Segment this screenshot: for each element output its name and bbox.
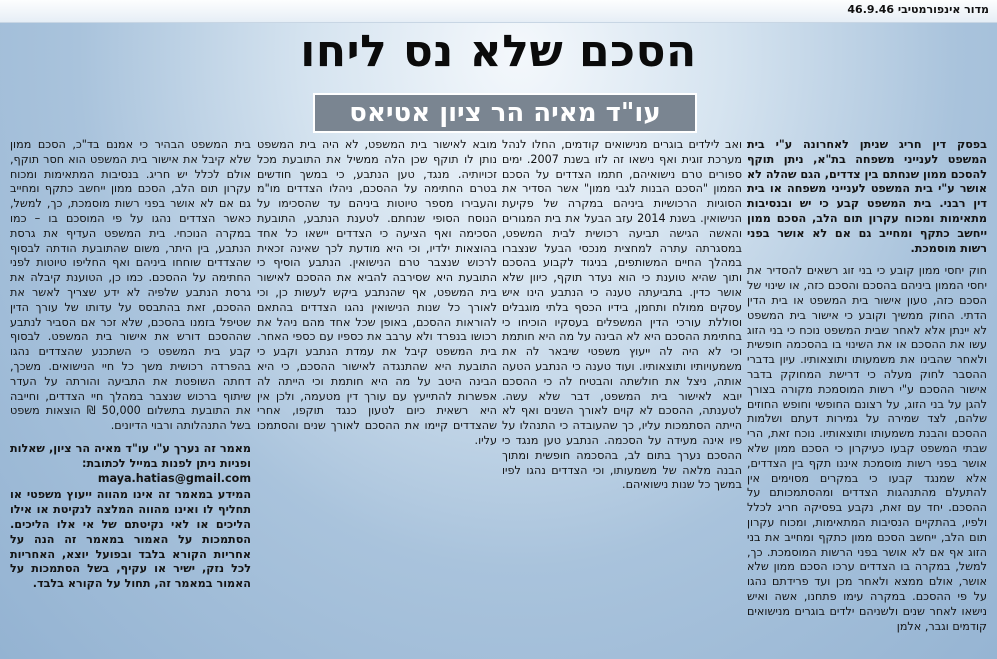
- column-3-text: מובא לאישור בית המשפט, לא היה בית המשפט נותן לו תוקף שכן הלה ממשיל את התובעת מכל זכויותיה. מנגד, טען הנתבע, כי במשך חודשים בטרם החתימה על ההסכם, ניהלו הצדדים מו"מ והעבירו מספר טיוטות ביניהם עד שהסכימו על הנוסח הסופי שנחתם. לטענת הנתבע, התובעת הסכימה ואף הציעה כי הצדדים יישאו כל אחד בהוצאות ילדיו, וכי היא מודעת לכך שאינה זכאית לרכוש שנצבר טרם הנישואין. הנתבע הוסיף כי התובעת היא שסירבה להביא את ההסכם לאישור בית המשפט, אף שהנתבע ביקש לעשות כן, וכי לאורך כל שנות הנישואין נהגו הצדדים בהתאם להוראות ההסכם, באופן שכל אחד מהם ניהל את רכושו בנפרד ולא ערבב את כספיו עם כספי האחר. בית המשפט קיבל את עמדת הנתבע וקבע כי התובעת היא שהתנגדה לאישור ההסכם, כי היא הבינה היטב על מה היא חותמת וכי הייתה לה אפשרות להתייעץ עם עורך דין מטעמה, ולכן אין היא רשאית כיום לטעון כנגד תוקפו, אחרי שהצדדים קיימו את ההסכם לאורך שנים והסתמכו עליו.: [257, 138, 497, 447]
- column-4-text: בית המשפט הבהיר כי אמנם בד"כ, הסכם ממון שלא קיבל את אישור בית המשפט הוא חסר תוקף, אולם לכלל יש חריג. בנסיבות המתאימות ומכוח עקרון תום הלב, הסכם ממון ייחשב כתקף ומחייב גם אם לא אושר בפני רשות מוסמכת, כך, למשל, כאשר הצדדים נהגו על פי המוסכם בו – כמו במקרה הנוכחי. בית המשפט העדיף את גרסת הנתבע, בין היתר, משום שהתובעת הודתה לבסוף שהצדדים שוחחו ביניהם ואף החליפו טיוטות לפני החתימה על ההסכם. כמו כן, הטוענת קיבלה את גרסת הנתבע שלפיה לא ידע שצריך לאשר את ההסכם, זאת בהתבסס על עדותו של עורך הדין שטיפל בזמנו בהסכם, שלא זכר אם הסביר לנתבע שההסכם דורש את אישור בית המשפט. לבסוף קבע בית המשפט כי השתכנע שהצדדים נהגו בהפרדה רכושית משך כל חיי הנישואים. משכך, דחתה השופטת את התביעה והורתה על העדר שיתוף ברכוש שנצבר במהלך חיי הצדדים, וחייבה את התובעת בתשלום 50,000 ₪ הוצאות משפט בשל התנהלותה ורבוי הדיונים.: [10, 138, 251, 433]
- column-1-text: חוק יחסי ממון קובע כי בני זוג רשאים להסדיר את יחסי הממון ביניהם בהסכם והסכם כזה, או שינוי של הסכם כזה, טעון אישור בית המשפט או בית הדין הדתי. החוק ממשיך וקובע כי אישור בית המשפט לא יינתן אלא לאחר שבית המשפט נוכח כי בני הזוג עשו את ההסכם או את השינוי בו בהסכמה חופשית ולאחר שהבינו את משמעותו ותוצאותיו. עיון בדברי ההסבר לחוק מעלה כי דרישת המחוקק בדבר אישור ההסכם ע"י רשות המוסמכת מקורה בצורך להגן על בני הזוג, על רצונם החופשי וחופש החוזים שלהם, לצד שמירה על גמירות דעתם ושלמות ההסכם והבנת משמעותו ותוצאותיו. נוכח זאת, הרי שבתי המשפט קבעו כעיקרון כי הסכם ממון שלא אושר בפני רשות מוסמכת איננו תקף בין הצדדים, אלא שמנגד קבעו כי במקרים מסוימים אין להתעלם מהתנהגות הצדדים ומהסתמכותם על ההסכם. יחד עם זאת, נקבע בפסיקה חריג לכלל ולפיו, בהתקיים הנסיבות המתאימות, ומכוח עקרון תום הלב, ייחשב הסכם ממון כתקף ומחייב את בני הזוג אף אם לא אושר בפני הרשות המוסמכת. כך, למשל, במקרה בו הצדדים ערכו הסכם ממון שלא אושר, אולם ממצא ולאחר מכן ועד פרידתם נהגו על פי ההסכם. במקרה עימו פתחנו, אשה ואיש נישאו לאחר שנים ולשניהם ילדים בוגרים מנישואים קודמים וגבר, אלמן: [747, 264, 987, 633]
- article-column-3: [257, 138, 497, 659]
- section-header-label: מדור אינפורמטיבי 46.9.46: [847, 3, 989, 16]
- author-byline: עו"ד מאיה הר ציון אטיאס: [349, 98, 661, 128]
- article-title: הסכם שלא נס ליחו: [300, 26, 697, 77]
- author-byline-box: [313, 93, 697, 133]
- author-note: [10, 442, 251, 486]
- legal-disclaimer: המידע במאמר זה אינו מהווה ייעוץ משפטי או תחליף לו ואינו מהווה המלצה לנקיטת או אילו הליכים או לאי נקיטתם של אי אלו הליכים. הסתמכות על האמור במאמר זה הנה על אחריות הקורא בלבד ובפועל יוצא, האחריות לכל נזק, ישיר או עקיף, בשל הסתמכות על האמור במאמר זה, תחול על הקורא בלבד.: [10, 488, 251, 591]
- column-2-text: ואב לילדים בוגרים מנישואים קודמים, החלו לנהל מערכת זוגית ואף נישאו זה לזו בשנת 2007. ימים ספורים טרם נישואיהם, חתמו הצדדים על הסכם הממון "הסכם הבנות לגבי ממון" אשר הסדיר את הסוגיות הרכושיות ביניהם במקרה של פקיעת הנישואין. בשנת 2014 עזב הבעל את בית המגורים והאשה הגישה תביעה רכושית לבית המשפט, במסגרתה עתרה למחצית מנכסי הבעל שנצברו במהלך החיים המשותפים, בניגוד לקבוע בהסכם ותוך שהיא טוענת כי הוא נעדר תוקף, כיוון שלא אושר כדין. בתביעתה טענה כי הנתבע הינו איש עסקים ממולח ותחמן, בידיו הכסף בלתי מוגבלים וסוללת עורכי הדין המשפלים בעסקיו הוכיחו כי בחתימת ההסכם היא לא הבינה על מה היא חותמת וכי לא היה לה ייעוץ משפטי שיבאר לה את משמעויותיו ותוצאותיו. ועוד טענה כי הנתבע הטעה אותה, ניצל את חולשתה והבטיח לה כי ההסכם יובא לאישור בית המשפט, דבר שלא עשה. לטענתה, ההסכם לא קוים לאורך השנים ואף לא הייתה הסתמכות עליו, כך שהעובדה כי התנהלו על פיו אינה מעידה על הסכמה. הנתבע טען מנגד כי ההסכם נערך בתום לב, בהסכמה חופשית ומתוך הבנה מלאה של משמעותו, וכי הצדדים נהגו לפיו במשך כל שנות נישואיהם.: [502, 138, 742, 492]
- article-column-1: [747, 138, 987, 659]
- article-column-2: [502, 138, 742, 659]
- article-lead: בפסק דין חריג שניתן לאחרונה ע"י בית המשפט לענייני משפחה בת"א, ניתן תוקף להסכם ממון שנחתם בין צדדים, הגם שהלה לא אושר ע"י בית המשפט לענייני משפחה או בית דין רבני. בית המשפט קבע כי יש ובנסיבות מתאימות ומכוח עקרון תום הלב, הסכם ממון ייחשב כתקף ומחייב גם אם לא אושר בפני רשות מוסמכת.: [747, 138, 987, 255]
- author-contact-note: מאמר זה נערך ע"י עו"ד מאיה הר ציון, שאלות ופניות ניתן לפנות במייל לכתובת:: [10, 441, 251, 470]
- author-email-link[interactable]: maya.hatias@gmail.com: [97, 471, 251, 485]
- section-header-strip: [0, 0, 997, 23]
- article-column-4: [10, 138, 251, 659]
